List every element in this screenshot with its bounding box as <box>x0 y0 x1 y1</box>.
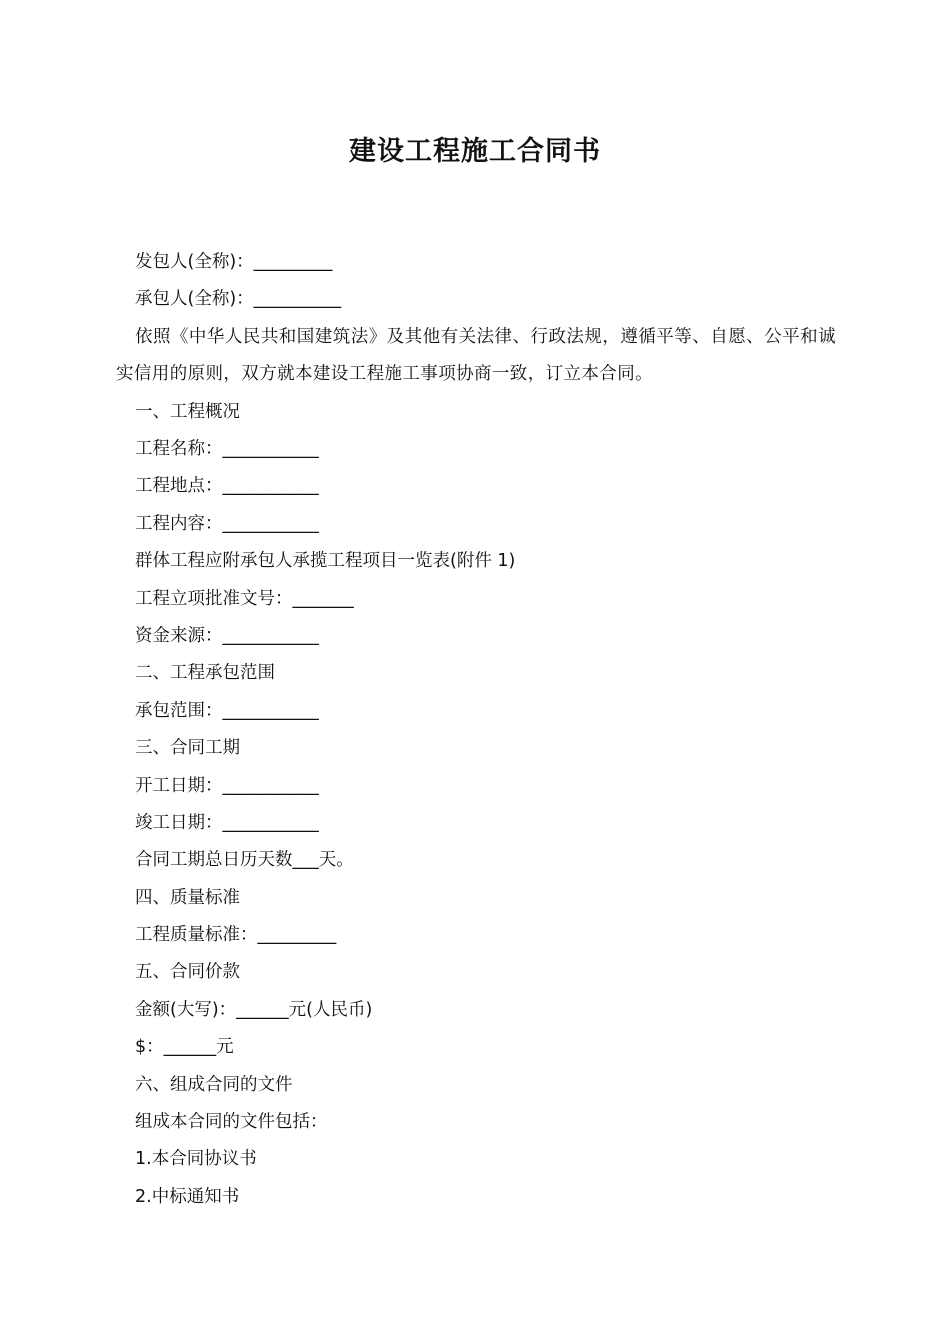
employer-name-line: 发包人(全称)：_________ <box>135 252 333 272</box>
approval-number-line: 工程立项批准文号：_______ <box>135 588 354 609</box>
document-item-2: 2.中标通知书 <box>135 1186 240 1207</box>
quality-standard-line: 工程质量标准：_________ <box>135 925 337 946</box>
document-item-1: 1.本合同协议书 <box>135 1149 257 1170</box>
total-days-line: 合同工期总日历天数___天。 <box>135 850 354 871</box>
section-heading-quality: 四、质量标准 <box>135 887 240 908</box>
section-heading-scope: 二、工程承包范围 <box>135 663 275 684</box>
funding-source-line: 资金来源：___________ <box>135 625 319 646</box>
amount-words-line: 金额(大写)：______元(人民币) <box>135 999 373 1020</box>
section-heading-duration: 三、合同工期 <box>135 738 240 759</box>
scope-line: 承包范围：___________ <box>135 700 319 721</box>
section-heading-documents: 六、组成合同的文件 <box>135 1074 293 1095</box>
project-location-line: 工程地点：___________ <box>135 476 319 497</box>
start-date-line: 开工日期：___________ <box>135 775 319 796</box>
preamble-paragraph: 依照《中华人民共和国建筑法》及其他有关法律、行政法规，遵循平等、自愿、公平和诚实信用的原则，双方就本建设工程施工事项协商一致，订立本合同。 <box>116 326 836 385</box>
amount-figures-line: $：______元 <box>135 1037 234 1058</box>
project-name-line: 工程名称：___________ <box>135 438 319 459</box>
document-body <box>116 244 836 1216</box>
group-project-note-line: 群体工程应附承包人承揽工程项目一览表(附件 1) <box>135 551 516 572</box>
section-heading-project-overview: 一、工程概况 <box>135 401 240 422</box>
documents-intro-line: 组成本合同的文件包括： <box>135 1112 328 1133</box>
document-title: 建设工程施工合同书 <box>349 136 601 167</box>
project-content-line: 工程内容：___________ <box>135 513 319 534</box>
completion-date-line: 竣工日期：___________ <box>135 812 319 833</box>
contractor-name-line: 承包人(全称)：__________ <box>135 289 342 310</box>
section-heading-price: 五、合同价款 <box>135 962 240 983</box>
